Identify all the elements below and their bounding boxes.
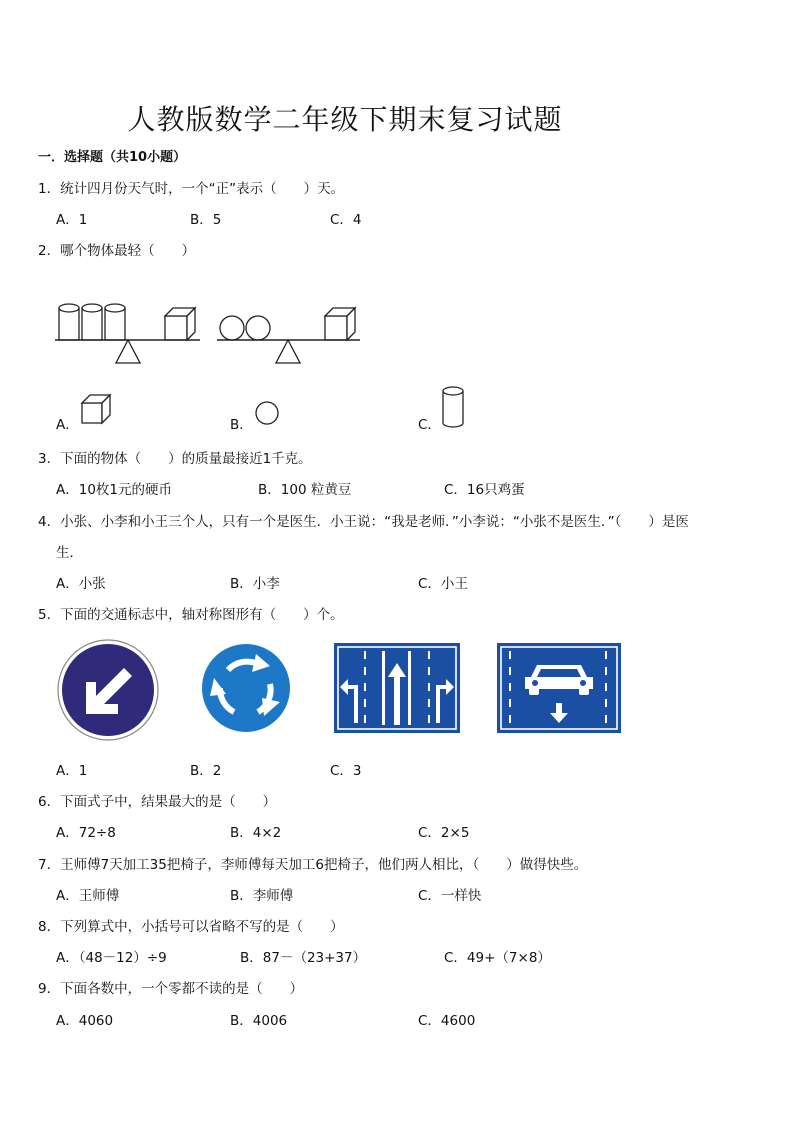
q2-option-a[interactable]: A． (56, 417, 79, 433)
question-2: 2．哪个物体最轻（ ） (38, 243, 196, 259)
q4-option-a[interactable]: A．小张 (56, 576, 106, 592)
q5-option-c[interactable]: C．3 (330, 763, 362, 779)
ball-icon (254, 400, 280, 426)
q7-option-a[interactable]: A．王师傅 (56, 888, 120, 904)
question-5: 5．下面的交通标志中，轴对称图形有（ ）个。 (38, 607, 344, 623)
cylinder-icon (441, 385, 465, 427)
question-8: 8．下列算式中，小括号可以省略不写的是（ ） (38, 919, 344, 935)
q6-option-a[interactable]: A．72÷8 (56, 825, 116, 841)
page-title: 人教版数学二年级下期末复习试题 (127, 103, 563, 136)
balance-cylinders-vs-cube (55, 300, 205, 366)
q5-option-b[interactable]: B．2 (190, 763, 222, 779)
q6-option-c[interactable]: C．2×5 (418, 825, 470, 841)
lane-direction-sign-icon (334, 643, 460, 733)
question-9: 9．下面各数中，一个零都不读的是（ ） (38, 981, 304, 997)
q2-option-c[interactable]: C． (418, 417, 441, 433)
q5-option-a[interactable]: A．1 (56, 763, 88, 779)
section-heading: 一．选择题（共10小题） (38, 150, 187, 165)
q1-option-a[interactable]: A．1 (56, 212, 88, 228)
q1-option-c[interactable]: C．4 (330, 212, 362, 228)
q9-option-c[interactable]: C．4600 (418, 1013, 476, 1029)
keep-left-sign-icon (56, 638, 160, 742)
question-4-line-2: 生． (56, 545, 83, 561)
q1-option-b[interactable]: B．5 (190, 212, 222, 228)
q7-option-b[interactable]: B．李师傅 (230, 888, 294, 904)
question-4-line-1: 4．小张、小李和小王三个人，只有一个是医生．小王说：“我是老师．”小李说：“小张不是医生．”（ ）是医 (38, 514, 689, 530)
q9-option-b[interactable]: B．4006 (230, 1013, 288, 1029)
q8-option-b[interactable]: B．87－（23+37） (240, 950, 367, 966)
q2-option-b[interactable]: B． (230, 417, 253, 433)
q3-option-c[interactable]: C．16只鸡蛋 (444, 482, 525, 498)
cube-icon (80, 393, 112, 425)
q3-option-a[interactable]: A．10枚1元的硬币 (56, 482, 173, 498)
motor-vehicle-lane-sign-icon (497, 643, 621, 733)
q4-option-b[interactable]: B．小李 (230, 576, 280, 592)
question-6: 6．下面式子中，结果最大的是（ ） (38, 794, 277, 810)
q4-option-c[interactable]: C．小王 (418, 576, 468, 592)
q9-option-a[interactable]: A．4060 (56, 1013, 114, 1029)
question-3: 3．下面的物体（ ）的质量最接近1千克。 (38, 451, 312, 467)
question-1: 1．统计四月份天气时，一个“正”表示（ ）天。 (38, 181, 345, 197)
q8-option-a[interactable]: A．（48－12）÷9 (56, 950, 167, 966)
q6-option-b[interactable]: B．4×2 (230, 825, 282, 841)
q7-option-c[interactable]: C．一样快 (418, 888, 482, 904)
balance-balls-vs-cube (215, 300, 365, 366)
question-7: 7．王师傅7天加工35把椅子，李师傅每天加工6把椅子，他们两人相比，（ ）做得快些。 (38, 857, 588, 873)
roundabout-sign-icon (198, 640, 294, 736)
q3-option-b[interactable]: B．100 粒黄豆 (258, 482, 352, 498)
q8-option-c[interactable]: C．49+（7×8） (444, 950, 551, 966)
